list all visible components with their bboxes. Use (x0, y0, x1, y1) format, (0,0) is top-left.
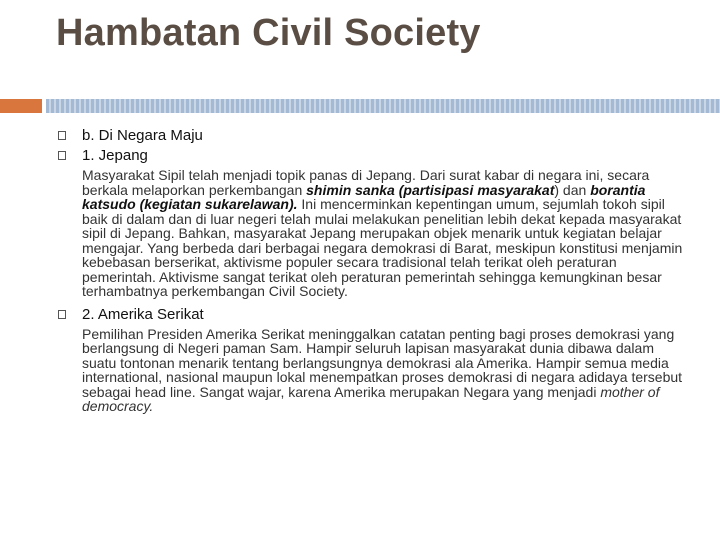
list-item (58, 305, 690, 325)
paragraph-text: Ini mencerminkan kepentingan umum, sejumlah tokoh sipil baik di dalam dan di luar negeri telah mulai melakukan penelitian lebih dekat kepada masyarakat sipil di Jepang. Bahkan, masyarakat Jepang merupakan objek menarik untuk kegiatan belajar mengajar. Yang berbeda dari berbagai negara demokrasi di Barat, meskipun konstitusi menjamin kebebasan berserikat, aktivisme populer secara tradisional telah terikat oleh peraturan pemerintah. Aktivisme sangat terikat oleh peraturan pemerintah sehingga kemungkinan besar terhambatnya perkembangan Civil Society. (82, 196, 683, 299)
list-item (58, 146, 690, 166)
list-item-text: 1. Jepang (82, 147, 148, 164)
square-bullet-icon (58, 131, 66, 140)
paragraph-amerika (82, 327, 690, 414)
slide-title: Hambatan Civil Society (56, 12, 481, 54)
accent-bar-striped (46, 99, 720, 113)
italic-text: mother of democracy. (82, 383, 660, 414)
paragraph-text: Masyarakat Sipil telah menjadi topik panas di Jepang. Dari surat kabar di negara ini, secara berkala melaporkan perkembangan (82, 167, 650, 198)
square-bullet-icon (58, 151, 66, 160)
paragraph-jepang (82, 168, 690, 299)
emphasis-text: shimin sanka (partisipasi masyarakat (306, 181, 555, 198)
list-item-text: b. Di Negara Maju (82, 127, 203, 144)
accent-bar-orange (0, 99, 42, 113)
list-item (58, 126, 690, 146)
paragraph-text: ) dan (554, 181, 591, 198)
paragraph-text: Pemilihan Presiden Amerika Serikat meninggalkan catatan penting bagi proses demokrasi yang berlangsung di Negeri paman Sam. Hampir seluruh lapisan masyarakat dunia dibawa dalam suatu tontonan menarik tentang berlangsungnya demokrasi ala Amerika. Hampir semua media international, nasional maupun lokal menempatkan proses demokrasi di negara adidaya tersebut sebagai head line. Sangat wajar, karena Amerika merupakan Negara yang menjadi (82, 325, 683, 400)
list-item-text: 2. Amerika Serikat (82, 305, 204, 323)
slide-content (58, 126, 690, 420)
emphasis-text: borantia katsudo (kegiatan sukarelawan). (82, 181, 646, 212)
square-bullet-icon (58, 310, 66, 319)
